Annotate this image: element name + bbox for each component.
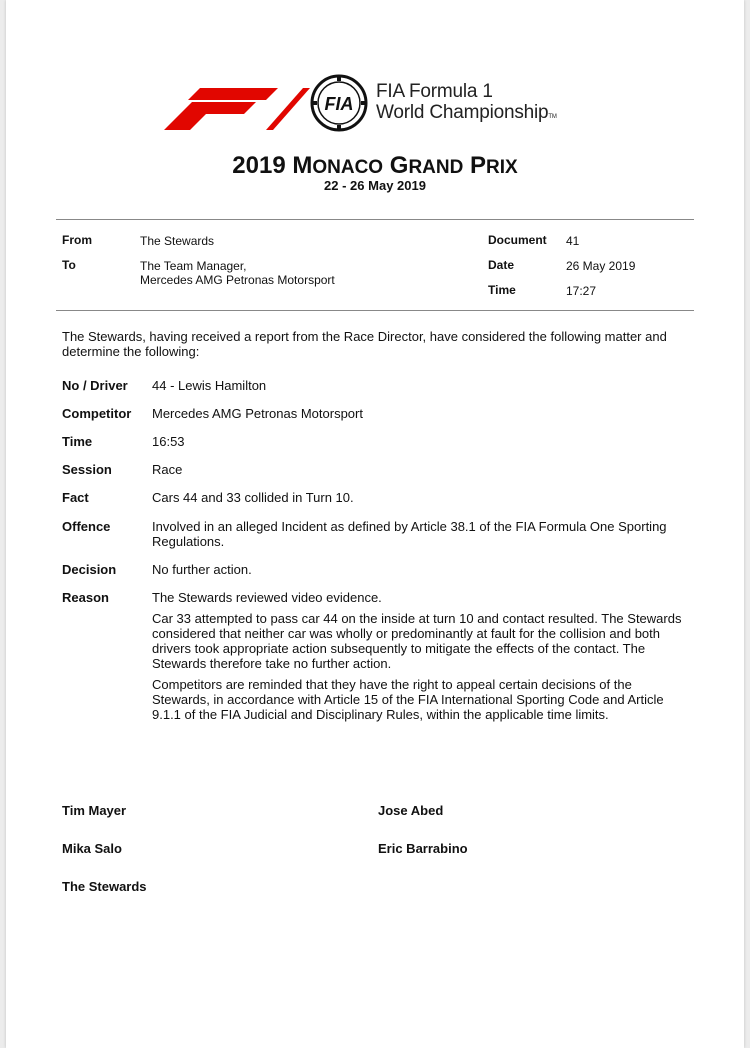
competitor-label: Competitor — [62, 406, 132, 421]
logo-trademark: TM — [548, 114, 557, 120]
steward-jose-abed: Jose Abed — [378, 803, 444, 818]
date-value: 26 May 2019 — [566, 259, 636, 273]
top-divider — [56, 219, 694, 220]
logo-line2-text: World Championship — [376, 102, 549, 123]
offence-label: Offence — [62, 519, 111, 534]
steward-eric-barrabino: Eric Barrabino — [378, 841, 468, 856]
stewards-signoff: The Stewards — [62, 879, 147, 894]
to-value-line2: Mercedes AMG Petronas Motorsport — [140, 273, 335, 287]
fia-emblem-text: FIA — [324, 94, 354, 114]
steward-tim-mayer: Tim Mayer — [62, 803, 127, 818]
date-label: Date — [488, 258, 515, 272]
decision-value: No further action. — [152, 562, 252, 577]
driver-label: No / Driver — [62, 378, 128, 393]
document-label: Document — [488, 233, 547, 247]
offence-value: Involved in an alleged Incident as defined by Article 38.1 of the FIA Formula One Sporting Regulations. — [152, 519, 667, 549]
session-label: Session — [62, 462, 112, 477]
logo-line2 — [376, 103, 557, 127]
to-value-line1: The Team Manager, — [140, 259, 247, 273]
reason-paragraph-1: The Stewards reviewed video evidence. — [152, 590, 382, 605]
incident-time-value: 16:53 — [152, 434, 185, 449]
time-label: Time — [488, 283, 516, 297]
fact-label: Fact — [62, 490, 89, 505]
driver-value: 44 - Lewis Hamilton — [152, 378, 267, 393]
reason-paragraph-3: Competitors are reminded that they have the right to appeal certain decisions of the Stewards, in accordance with Article 15 of the FIA International Sporting Code and Article 9.1.1 of the FIA Judicial and Disciplinary Rules, within the applicable time limits. — [152, 677, 664, 722]
reason-paragraph-2: Car 33 attempted to pass car 44 on the inside at turn 10 and contact resulted. The Stewards considered that neither car was wholly or predominantly at fault for the collision and both drivers took appropriate action subsequently to mitigate the effects of the contact. The Stewards therefore take no further action. — [152, 611, 682, 671]
memo-divider — [56, 310, 694, 311]
reason-label: Reason — [62, 590, 109, 605]
from-value: The Stewards — [140, 234, 215, 248]
reason-text — [152, 590, 692, 728]
to-label: To — [62, 258, 76, 272]
from-label: From — [62, 233, 92, 247]
steward-mika-salo: Mika Salo — [62, 841, 122, 856]
decision-label: Decision — [62, 562, 117, 577]
logo-line1: FIA Formula 1 — [376, 81, 493, 102]
header-logo — [154, 70, 604, 136]
incident-time-label: Time — [62, 434, 93, 449]
f1-logo-icon — [160, 80, 310, 132]
page-title: 2019 MONACO GRAND PRIX — [232, 152, 518, 179]
competitor-value: Mercedes AMG Petronas Motorsport — [152, 406, 363, 421]
fact-value: Cars 44 and 33 collided in Turn 10. — [152, 490, 354, 505]
document-value: 41 — [566, 234, 580, 248]
fia-emblem-icon — [310, 74, 368, 132]
intro-text: The Stewards, having received a report from the Race Director, have considered the following matter and determine the following: — [62, 329, 667, 359]
session-value: Race — [152, 462, 183, 477]
time-value: 17:27 — [566, 284, 597, 298]
event-dates: 22 - 26 May 2019 — [324, 178, 426, 193]
